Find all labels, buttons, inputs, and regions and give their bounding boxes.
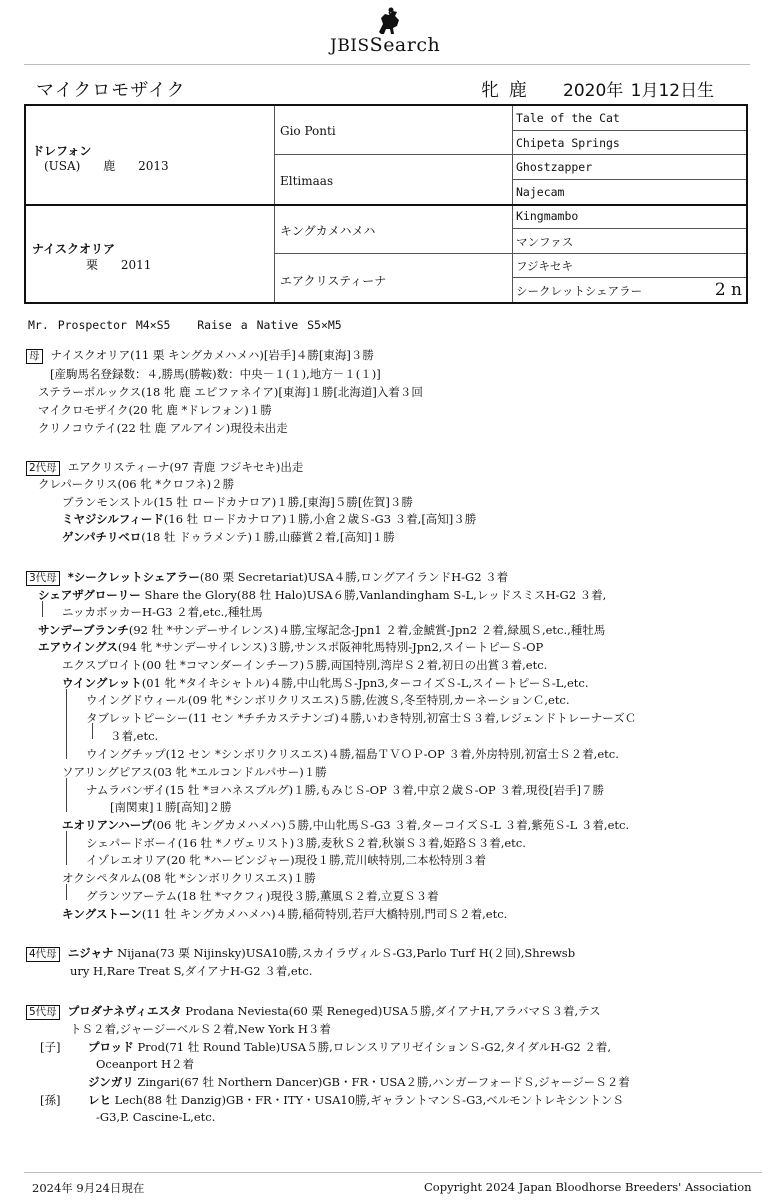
dam-name[interactable]: ナイスクオリア <box>32 242 116 256</box>
gen5-line[interactable]: プロッド Prod(71 牡 Round Table)USA５勝,ロレンスリアリゼイションＳ-G2,タイダルH-G2 ２着, <box>88 1040 612 1054</box>
gen3-ancestor[interactable]: Tale of the Cat <box>516 111 620 125</box>
gen3-line: ３着,etc. <box>110 729 159 743</box>
gen3-ancestor[interactable]: Najecam <box>516 185 565 199</box>
gen3-ancestor[interactable]: フジキセキ <box>516 259 574 273</box>
gen3-line[interactable]: サンデーブランチ(92 牡 *サンデーサイレンス)４勝,宝塚記念-Jpn1 ２着,金鯱賞-Jpn2 ２着,緑風Ｓ,etc.,種牡馬 <box>38 623 606 637</box>
family-number: 2 n <box>714 280 742 300</box>
copyright: Copyright 2024 Japan Bloodhorse Breeders' Association <box>424 1180 752 1194</box>
section-tag-dam: 母 <box>26 349 43 364</box>
gen5-line: Oceanport H２着 <box>96 1057 195 1071</box>
gen2-line: 2代母 エアクリスティーナ(97 青鹿 フジキセキ)出走 <box>26 459 303 476</box>
gen4-line[interactable]: 4代母 ニジャナ Nijana(73 栗 Nijinsky)USA10勝,スカイラヴィルＳ-G3,Parlo Turf H(２回),Shrewsb <box>26 945 575 962</box>
gen3-line[interactable]: グランツアーテム(18 牡 *マクフィ)現役３勝,薫風Ｓ２着,立夏Ｓ３着 <box>86 889 439 903</box>
gen3-line: [南関東]１勝[高知]２勝 <box>110 800 232 814</box>
dam-line[interactable]: マイクロモザイク(20 牝 鹿 *ドレフォン)１勝 <box>38 403 272 417</box>
gen5-line: -G3,P. Cascine-L,etc. <box>96 1110 216 1124</box>
section-tag-gen3: 3代母 <box>26 571 60 586</box>
pedigree-table <box>24 104 748 304</box>
inbreeding-info: Mr. Prospector M4×S5 Raise a Native S5×M5 <box>28 318 342 332</box>
gen3-line[interactable]: ナムラバンザイ(15 牡 *ヨハネスブルグ)１勝,もみじＳ-OP ３着,中京２歳Ｓ-OP ３着,現役[岩手]７勝 <box>86 783 604 797</box>
sire-info: (USA) 鹿 2013 <box>44 159 169 173</box>
gen4-line: ury H,Rare Treat S,ダイアナH-G2 ３着,etc. <box>70 964 313 978</box>
gen3-line: 3代母 *シークレットシェアラー(80 栗 Secretariat)USA４勝,ロングアイランドH-G2 ３着 <box>26 569 508 586</box>
gen3-line[interactable]: シェアザグローリー Share the Glory(88 牡 Halo)USA６勝,Vanlandingham S-L,レッドスミスH-G2 ３着, <box>38 588 607 602</box>
logo-text <box>330 34 440 56</box>
gen3-ancestor[interactable]: マンファス <box>516 235 574 249</box>
gen3-line[interactable]: イゾレエオリア(20 牝 *ハービンジャー)現役１勝,荒川峡特別,二本松特別３着 <box>86 853 486 867</box>
gen2-line[interactable]: ゲンパチリベロ(18 牡 ドゥラメンテ)１勝,山藤賞２着,[高知]１勝 <box>62 530 395 544</box>
gen3-line[interactable]: オクシペタルム(08 牝 *シンボリクリスエス)１勝 <box>62 871 316 885</box>
gen3-ancestor[interactable]: Kingmambo <box>516 209 579 223</box>
horse-birth-date: 2020年 1月12日生 <box>563 81 715 101</box>
dam-line[interactable]: クリノコウテイ(22 牡 鹿 アルアイン)現役未出走 <box>38 421 288 435</box>
gen5-line[interactable]: レヒ Lech(88 牡 Danzig)GB・FR・ITY・USA10勝,ギャラントマンＳ-G3,ベルモントレキシントンＳ <box>88 1093 624 1107</box>
gen3-line[interactable]: ウイングチップ(12 セン *シンボリクリスエス)４勝,福島ＴＶＯＰ-OP ３着,外房特別,初富士Ｓ２着,etc. <box>86 747 619 761</box>
sire-name[interactable]: ドレフォン <box>32 144 92 158</box>
horse-name: マイクロモザイク <box>36 80 186 101</box>
dam-info: 栗 2011 <box>44 258 152 272</box>
section-tag-gen4: 4代母 <box>26 947 60 962</box>
gen3-ancestor[interactable]: Chipeta Springs <box>516 136 620 150</box>
gen3-line[interactable]: エクスプロイト(00 牡 *コマンダーインチーフ)５勝,両国特別,湾岸Ｓ２着,初日の出賞３着,etc. <box>62 658 548 672</box>
gen5-line: トＳ２着,ジャージーベルＳ２着,New York H３着 <box>70 1022 331 1036</box>
gen2-line[interactable]: ブランモンストル(15 牡 ロードカナロア)１勝,[東海]５勝[佐賀]３勝 <box>62 495 413 509</box>
header-divider <box>24 64 750 65</box>
as-of-date: 2024年 9月24日現在 <box>32 1181 145 1195</box>
sire-dam[interactable]: Eltimaas <box>280 174 334 188</box>
gen5-line[interactable]: 5代母 プロダナネヴィエスタ Prodana Neviesta(60 栗 Reneged)USA５勝,ダイアナH,アラバマＳ３着,テス <box>26 1003 601 1020</box>
dam-dam[interactable]: エアクリスティーナ <box>280 274 387 288</box>
dam-line[interactable]: ステラーポルックス(18 牝 鹿 エピファネイア)[東海]１勝[北海道]入着３回 <box>38 385 423 399</box>
gen3-ancestor[interactable]: Ghostzapper <box>516 160 593 174</box>
gen3-line[interactable]: タブレットピーシー(11 セン *チチカステナンゴ)４勝,いわき特別,初富士Ｓ３着,レジェンドトレーナーズＣ <box>86 711 637 725</box>
footer-divider <box>24 1172 762 1173</box>
gen3-line[interactable]: ウイングレット(01 牝 *タイキシャトル)４勝,中山牝馬Ｓ-Jpn3,ターコイズＳ-L,スイートピーＳ-L,etc. <box>62 676 589 690</box>
gen5-label: [孫] <box>40 1093 61 1107</box>
logo-text-jbis: JBIS <box>330 36 370 56</box>
dam-line: 母 ナイスクオリア(11 栗 キングカメハメハ)[岩手]４勝[東海]３勝 <box>26 347 374 364</box>
dam-line: [産駒馬名登録数：４,勝馬(勝鞍)数：中央－１(１),地方－１(１)] <box>50 367 381 381</box>
gen3-line[interactable]: エオリアンハープ(06 牝 キングカメハメハ)５勝,中山牝馬Ｓ-G3 ３着,ターコイズＳ-L ３着,紫苑Ｓ-L ３着,etc. <box>62 818 630 832</box>
site-logo[interactable] <box>330 6 470 54</box>
gen2-line[interactable]: クレパークリス(06 牝 *クロフネ)２勝 <box>38 477 235 491</box>
horse-sex-color: 牝 鹿 <box>481 80 527 101</box>
gen3-line[interactable]: ソアリングピアス(03 牝 *エルコンドルパサー)１勝 <box>62 765 327 779</box>
horse-rider-icon <box>375 6 403 36</box>
gen3-line: ニッカボッカーH-G3 ２着,etc.,種牡馬 <box>62 605 263 619</box>
gen2-line[interactable]: ミヤジシルフィード(16 牡 ロードカナロア)１勝,小倉２歳Ｓ-G3 ３着,[高知]３勝 <box>62 512 477 526</box>
dam-sire[interactable]: キングカメハメハ <box>280 224 376 238</box>
gen5-line[interactable]: ジンガリ Zingari(67 牡 Northern Dancer)GB・FR・USA２勝,ハンガーフォードＳ,ジャージーＳ２着 <box>88 1075 630 1089</box>
gen3-ancestor[interactable]: シークレットシェアラー <box>516 284 643 298</box>
gen3-line[interactable]: シェパードボーイ(16 牡 *ノヴェリスト)３勝,麦秋Ｓ２着,秋嶺Ｓ３着,姫路Ｓ３着,etc. <box>86 836 526 850</box>
gen3-line[interactable]: ウイングドウィール(09 牝 *シンボリクリスエス)５勝,佐渡Ｓ,冬至特別,カーネーションＣ,etc. <box>86 693 570 707</box>
section-tag-gen5: 5代母 <box>26 1005 60 1020</box>
sire-sire[interactable]: Gio Ponti <box>280 124 336 138</box>
logo-text-search: Search <box>369 34 441 56</box>
gen5-label: [子] <box>40 1040 61 1054</box>
section-tag-gen2: 2代母 <box>26 461 60 476</box>
gen3-line[interactable]: キングストーン(11 牡 キングカメハメハ)４勝,稲荷特別,若戸大橋特別,門司Ｓ２着,etc. <box>62 907 508 921</box>
gen3-line[interactable]: エアウイングス(94 牝 *サンデーサイレンス)３勝,サンスポ阪神牝馬特別-Jpn2,スイートピーＳ-OP <box>38 640 544 654</box>
